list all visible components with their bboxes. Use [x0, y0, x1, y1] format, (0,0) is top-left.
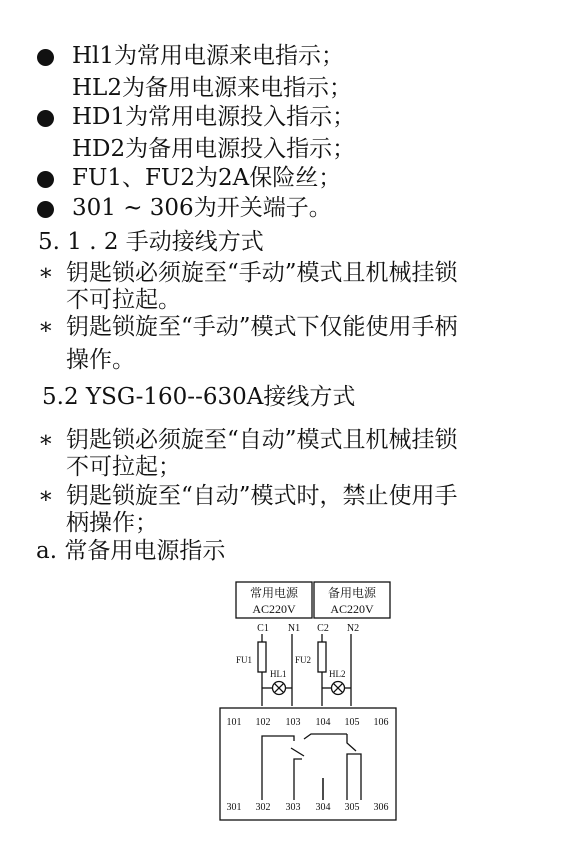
input-label: C2: [317, 623, 329, 634]
bullet-item: Hl1为常用电源来电指示；: [72, 43, 345, 69]
terminal-label: 101: [226, 717, 242, 728]
terminal-label: 302: [255, 802, 271, 813]
paragraph-line: 不可拉起；: [66, 454, 181, 480]
paragraph-line: 钥匙锁必须旋至“手动”模式且机械挂锁: [66, 260, 458, 286]
lamp-label: HL1: [270, 669, 287, 679]
input-label: N1: [287, 623, 301, 634]
lamp-label: HL2: [329, 669, 346, 679]
terminal-label: 105: [344, 717, 360, 728]
source2-voltage: AC220V: [330, 602, 374, 616]
input-label: N2: [346, 623, 360, 634]
fuse-fu2: [318, 642, 326, 672]
bullet-item: 301 ~ 306为开关端子。: [72, 195, 332, 221]
bullet-item-continuation: HL2为备用电源来电指示；: [72, 75, 352, 101]
paragraph-line: 钥匙锁必须旋至“自动”模式且机械挂锁: [66, 427, 458, 453]
bullet-item-continuation: HD2为备用电源投入指示；: [72, 136, 356, 162]
bullet-item: FU1、FU2为2A保险丝；: [72, 165, 342, 191]
paragraph-line: 柄操作；: [66, 510, 158, 536]
terminal-block: [220, 708, 396, 820]
star-marker: ∗: [38, 260, 54, 286]
source2-name: 备用电源: [327, 586, 377, 600]
sub-heading: a. 常备用电源指示: [36, 538, 226, 564]
source1-name: 常用电源: [249, 586, 299, 600]
star-marker: ∗: [38, 427, 54, 453]
source1-voltage: AC220V: [252, 602, 296, 616]
fuse-label: FU2: [295, 655, 312, 665]
paragraph-line: 钥匙锁旋至“手动”模式下仅能使用手柄: [66, 314, 458, 340]
bullet-item: HD1为常用电源投入指示；: [72, 104, 356, 130]
terminal-label: 104: [315, 717, 331, 728]
terminal-label: 303: [285, 802, 301, 813]
star-marker: ∗: [38, 314, 54, 340]
terminal-label: 305: [344, 802, 360, 813]
terminal-label: 102: [255, 717, 271, 728]
section-heading: 5.2 YSG-160--630A接线方式: [42, 384, 356, 410]
terminal-label: 306: [373, 802, 389, 813]
input-label: C1: [257, 623, 269, 634]
paragraph-line: 操作。: [66, 347, 135, 373]
paragraph-line: 钥匙锁旋至“自动”模式时，禁止使用手: [66, 483, 458, 509]
star-marker: ∗: [38, 483, 54, 509]
fuse-fu1: [258, 642, 266, 672]
section-heading: 5. 1 . 2 手动接线方式: [38, 229, 264, 255]
terminal-label: 103: [285, 717, 301, 728]
terminal-label: 106: [373, 717, 389, 728]
terminal-label: 304: [315, 802, 331, 813]
paragraph-line: 不可拉起。: [66, 287, 181, 313]
terminal-label: 301: [226, 802, 242, 813]
fuse-label: FU1: [236, 655, 253, 665]
